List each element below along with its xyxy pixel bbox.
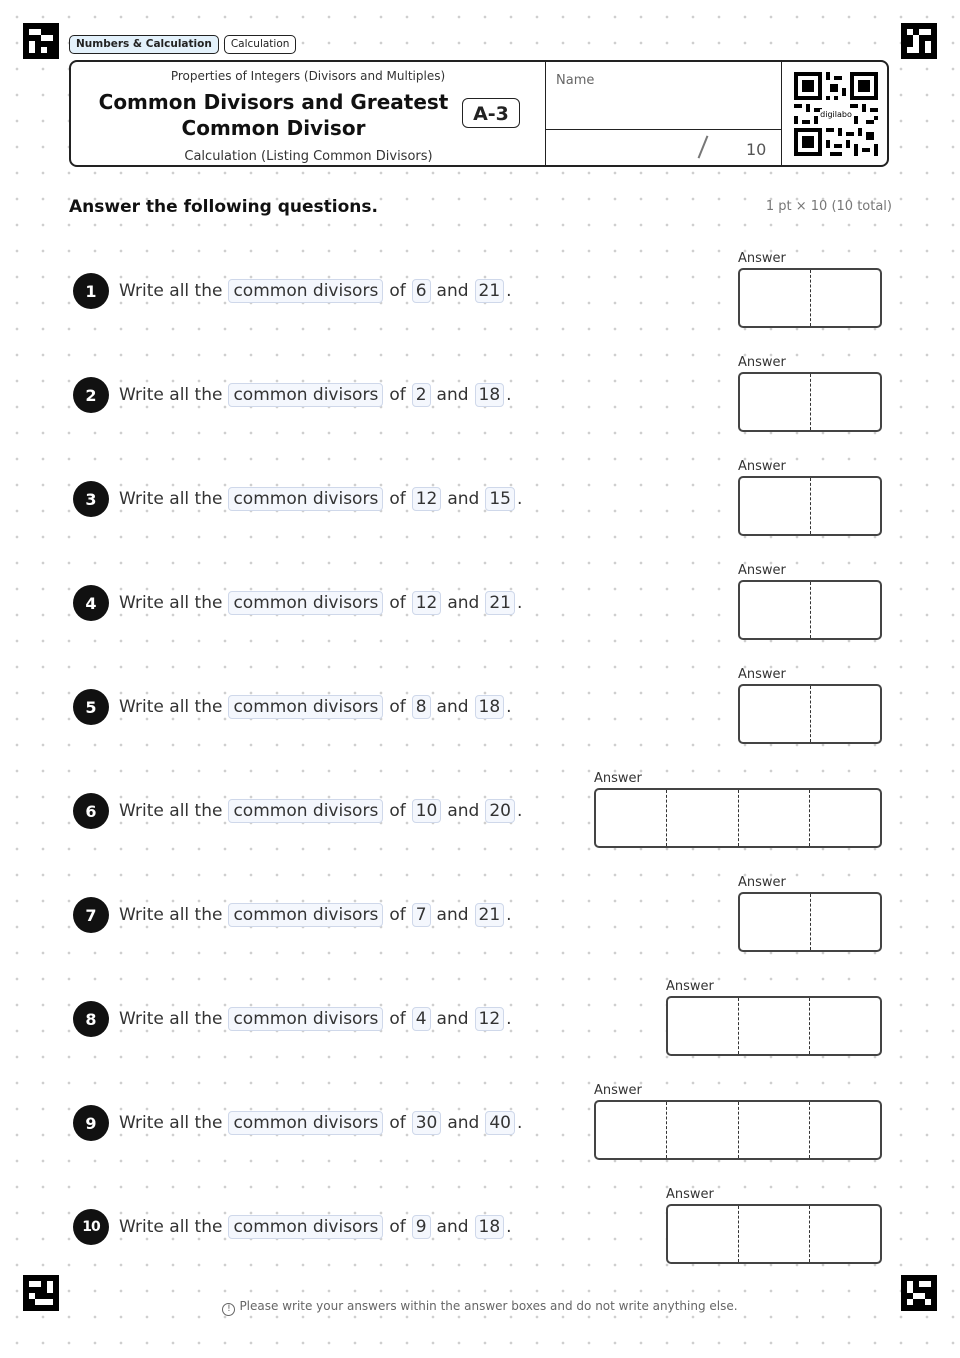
question-term: common divisors [228, 799, 383, 823]
question-number: 1 [73, 273, 109, 309]
answer-cell[interactable] [811, 686, 881, 742]
worksheet-code: A-3 [462, 98, 520, 128]
answer-cell[interactable] [739, 790, 810, 846]
number-a: 4 [412, 1007, 431, 1031]
answer-cell[interactable] [811, 270, 881, 326]
answer-cell[interactable] [667, 1102, 738, 1158]
word-and: and [436, 1009, 469, 1029]
name-divider [546, 129, 782, 130]
question-number: 3 [73, 481, 109, 517]
answer-cell[interactable] [810, 790, 880, 846]
score-total: 10 [746, 140, 767, 159]
tag-list [69, 35, 296, 54]
header-subtitle: Properties of Integers (Divisors and Multiples) [170, 69, 446, 83]
answer-cell[interactable] [740, 686, 811, 742]
answer-cell[interactable] [739, 1102, 810, 1158]
question-number: 4 [73, 585, 109, 621]
question-prefix: Write all the [119, 593, 223, 613]
qr-label: digilabo [820, 109, 852, 119]
question-6 [73, 791, 522, 831]
number-b: 12 [475, 1007, 505, 1031]
question-7 [73, 895, 512, 935]
answer-cell[interactable] [811, 582, 881, 638]
answer-cell[interactable] [740, 374, 811, 430]
word-and: and [436, 385, 469, 405]
answer-box-8[interactable] [666, 996, 882, 1056]
name-score-area [545, 62, 782, 165]
answer-cell[interactable] [810, 1206, 880, 1262]
question-term: common divisors [228, 1215, 383, 1239]
number-a: 10 [412, 799, 442, 823]
instructions: Answer the following questions. [69, 197, 378, 217]
number-a: 2 [412, 383, 431, 407]
question-term: common divisors [228, 383, 383, 407]
question-prefix: Write all the [119, 801, 223, 821]
word-and: and [447, 1113, 480, 1133]
word-and: and [436, 281, 469, 301]
answer-cell[interactable] [596, 1102, 667, 1158]
answer-label: Answer [738, 251, 786, 266]
question-period: . [516, 489, 523, 509]
question-term: common divisors [228, 695, 383, 719]
tag-numbers-calculation: Numbers & Calculation [69, 35, 219, 54]
answer-cell[interactable] [810, 998, 880, 1054]
question-term: common divisors [228, 903, 383, 927]
question-prefix: Write all the [119, 697, 223, 717]
answer-box-4[interactable] [738, 580, 882, 640]
answer-box-3[interactable] [738, 476, 882, 536]
answer-cell[interactable] [740, 478, 811, 534]
question-3 [73, 479, 522, 519]
question-prefix: Write all the [119, 281, 223, 301]
question-term: common divisors [228, 591, 383, 615]
word-and: and [447, 593, 480, 613]
answer-cell[interactable] [811, 478, 881, 534]
name-label: Name [556, 73, 595, 88]
question-prefix: Write all the [119, 905, 223, 925]
answer-cell[interactable] [811, 894, 881, 950]
number-a: 30 [412, 1111, 442, 1135]
answer-cell[interactable] [739, 998, 810, 1054]
question-number: 7 [73, 897, 109, 933]
answer-label: Answer [738, 459, 786, 474]
question-prefix: Write all the [119, 1009, 223, 1029]
question-term: common divisors [228, 1111, 383, 1135]
word-and: and [436, 1217, 469, 1237]
answer-cell[interactable] [811, 374, 881, 430]
number-b: 40 [485, 1111, 515, 1135]
worksheet-header [69, 60, 889, 167]
answer-cell[interactable] [596, 790, 667, 846]
question-4 [73, 583, 522, 623]
question-period: . [506, 1217, 512, 1237]
question-number: 10 [73, 1209, 109, 1245]
answer-box-5[interactable] [738, 684, 882, 744]
question-5 [73, 687, 512, 727]
number-b: 21 [485, 591, 515, 615]
number-b: 21 [475, 279, 505, 303]
question-prefix: Write all the [119, 1217, 223, 1237]
question-8 [73, 999, 512, 1039]
answer-label: Answer [594, 1083, 642, 1098]
answer-box-1[interactable] [738, 268, 882, 328]
question-number: 5 [73, 689, 109, 725]
header-title-area [71, 62, 545, 165]
word-and: and [436, 905, 469, 925]
answer-cell[interactable] [740, 582, 811, 638]
question-term: common divisors [228, 1007, 383, 1031]
corner-marker-top-left [23, 23, 59, 59]
number-b: 18 [475, 383, 505, 407]
answer-cell[interactable] [739, 1206, 810, 1262]
word-of: of [389, 281, 406, 301]
word-of: of [389, 697, 406, 717]
word-of: of [389, 593, 406, 613]
word-and: and [447, 489, 480, 509]
word-of: of [389, 1113, 406, 1133]
question-term: common divisors [228, 487, 383, 511]
answer-box-7[interactable] [738, 892, 882, 952]
footer-text: Please write your answers within the answer boxes and do not write anything else. [239, 1299, 738, 1313]
question-number: 9 [73, 1105, 109, 1141]
answer-cell[interactable] [810, 1102, 880, 1158]
answer-box-2[interactable] [738, 372, 882, 432]
number-a: 12 [412, 487, 442, 511]
question-term: common divisors [228, 279, 383, 303]
question-number: 8 [73, 1001, 109, 1037]
word-of: of [389, 1217, 406, 1237]
answer-box-6[interactable] [594, 788, 882, 848]
footer-note [0, 1299, 960, 1316]
question-period: . [506, 905, 512, 925]
header-category: Calculation (Listing Common Divisors) [184, 149, 433, 164]
number-b: 15 [485, 487, 515, 511]
word-of: of [389, 801, 406, 821]
answer-cell[interactable] [668, 1206, 739, 1262]
info-icon: ! [222, 1303, 235, 1316]
word-of: of [389, 905, 406, 925]
number-a: 9 [412, 1215, 431, 1239]
number-b: 20 [485, 799, 515, 823]
word-and: and [447, 801, 480, 821]
question-period: . [506, 1009, 512, 1029]
qr-code-icon [794, 72, 878, 156]
question-prefix: Write all the [119, 385, 223, 405]
answer-cell[interactable] [667, 790, 738, 846]
question-9 [73, 1103, 522, 1143]
question-number: 6 [73, 793, 109, 829]
answer-label: Answer [738, 563, 786, 578]
answer-cell[interactable] [668, 998, 739, 1054]
number-b: 18 [475, 1215, 505, 1239]
number-a: 7 [412, 903, 431, 927]
number-a: 8 [412, 695, 431, 719]
answer-cell[interactable] [740, 894, 811, 950]
question-1 [73, 271, 512, 311]
question-number: 2 [73, 377, 109, 413]
score-slash [698, 135, 709, 158]
question-period: . [506, 697, 512, 717]
answer-label: Answer [738, 355, 786, 370]
question-period: . [516, 1113, 523, 1133]
qr-area [781, 62, 888, 165]
question-prefix: Write all the [119, 1113, 223, 1133]
question-period: . [506, 281, 512, 301]
number-b: 18 [475, 695, 505, 719]
question-10 [73, 1207, 512, 1247]
answer-cell[interactable] [740, 270, 811, 326]
page-title: Common Divisors and Greatest Common Divisor [98, 90, 449, 140]
number-a: 12 [412, 591, 442, 615]
word-and: and [436, 697, 469, 717]
corner-marker-top-right [901, 23, 937, 59]
word-of: of [389, 489, 406, 509]
word-of: of [389, 385, 406, 405]
answer-label: Answer [666, 979, 714, 994]
answer-label: Answer [594, 771, 642, 786]
tag-calculation: Calculation [224, 35, 297, 54]
question-period: . [516, 801, 523, 821]
answer-label: Answer [666, 1187, 714, 1202]
answer-label: Answer [738, 667, 786, 682]
question-period: . [516, 593, 523, 613]
answer-label: Answer [738, 875, 786, 890]
answer-box-10[interactable] [666, 1204, 882, 1264]
question-prefix: Write all the [119, 489, 223, 509]
number-b: 21 [475, 903, 505, 927]
question-period: . [506, 385, 512, 405]
question-2 [73, 375, 512, 415]
number-a: 6 [412, 279, 431, 303]
word-of: of [389, 1009, 406, 1029]
answer-box-9[interactable] [594, 1100, 882, 1160]
points-info: 1 pt × 10 (10 total) [765, 199, 892, 214]
